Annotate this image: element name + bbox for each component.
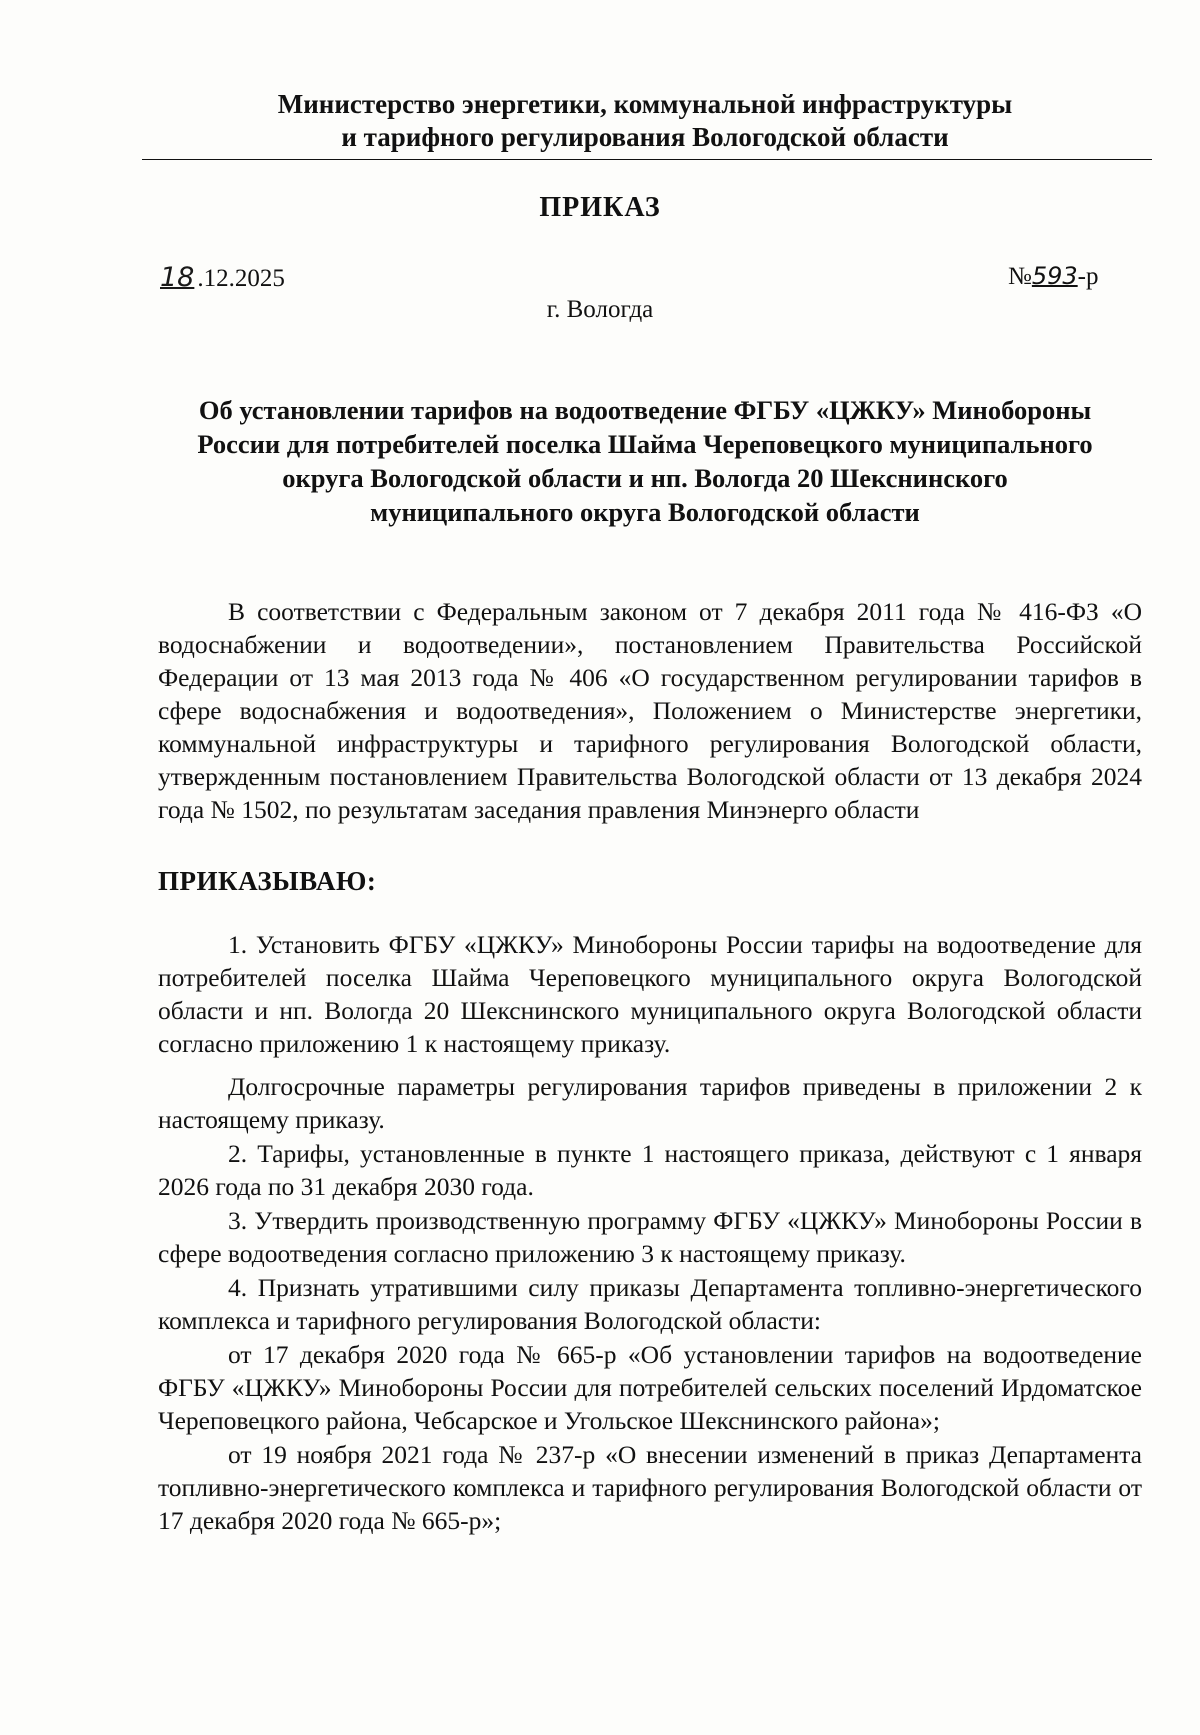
item-4-order-a: от 17 декабря 2020 года № 665-р «Об установлении тарифов на водоотведение ФГБУ «ЦЖКУ» Минобороны России для потребителей сельских поселений Ирдоматское Череповецкого района, Чебсарское и Угольское Шекснинского района»; [158,1340,1142,1435]
ministry-header [140,88,1150,154]
item-4: 4. Признать утратившими силу приказы Департамента топливно-энергетического комплекса и тарифного регулирования Вологодской области: [158,1273,1142,1335]
subject-line: муниципального округа Вологодской области [370,497,920,527]
order-number-suffix: -р [1077,263,1099,290]
order-date-day: 18 [160,262,195,293]
subject-line: округа Вологодской области и нп. Вологда 20 Шекснинского [282,463,1008,493]
subject-line: Об установлении тарифов на водоотведение ФГБУ «ЦЖКУ» Минобороны [198,395,1092,425]
order-number [1008,262,1099,291]
order-title: ПРИКАЗ [539,192,661,223]
ministry-name-line2: и тарифного регулирования Вологодской области [341,122,949,152]
item-4-order-b: от 19 ноября 2021 года № 237-р «О внесении изменений в приказ Департамента топливно-энергетического комплекса и тарифного регулирования Вологодской области от 17 декабря 2020 года № 665-р»; [158,1440,1142,1535]
item-1-parameters: Долгосрочные параметры регулирования тарифов приведены в приложении 2 к настоящему приказу. [158,1072,1142,1134]
order-number-value: 593 [1031,262,1078,290]
subject-line: России для потребителей поселка Шайма Череповецкого муниципального [197,429,1093,459]
order-subject [140,393,1150,529]
order-city: г. Вологда [546,296,654,323]
decree-word: ПРИКАЗЫВАЮ: [158,866,377,896]
item-3: 3. Утвердить производственную программу ФГБУ «ЦЖКУ» Минобороны России в сфере водоотведения согласно приложению 3 к настоящему приказу. [158,1206,1142,1268]
order-items [158,928,1142,1537]
preamble-paragraph: В соответствии с Федеральным законом от 7 декабря 2011 года № 416-ФЗ «О водоснабжении и водоотведении», постановлением Правительства Российской Федерации от 13 мая 2013 года № 406 «О государственном регулировании тарифов в сфере водоснабжения и водоотведения», Положением о Министерстве энергетики, коммунальной инфраструктуры и тарифного регулирования Вологодской области, утвержденным постановлением Правительства Вологодской области от 13 декабря 2024 года № 1502, по результатам заседания правления Минэнерго области [158,597,1142,824]
header-divider [142,159,1152,160]
order-date [157,262,285,293]
item-1: 1. Установить ФГБУ «ЦЖКУ» Минобороны России тарифы на водоотведение для потребителей поселка Шайма Череповецкого муниципального округа Вологодской области и нп. Вологда 20 Шекснинского муниципального округа Вологодской области согласно приложению 1 к настоящему приказу. [158,930,1142,1058]
preamble [158,595,1142,826]
order-number-prefix: № [1008,263,1032,290]
item-2: 2. Тарифы, установленные в пункте 1 настоящего приказа, действуют с 1 января 2026 года по 31 декабря 2030 года. [158,1139,1142,1201]
order-date-month-year: .12.2025 [197,265,285,292]
ministry-name-line1: Министерство энергетики, коммунальной инфраструктуры [277,89,1013,119]
